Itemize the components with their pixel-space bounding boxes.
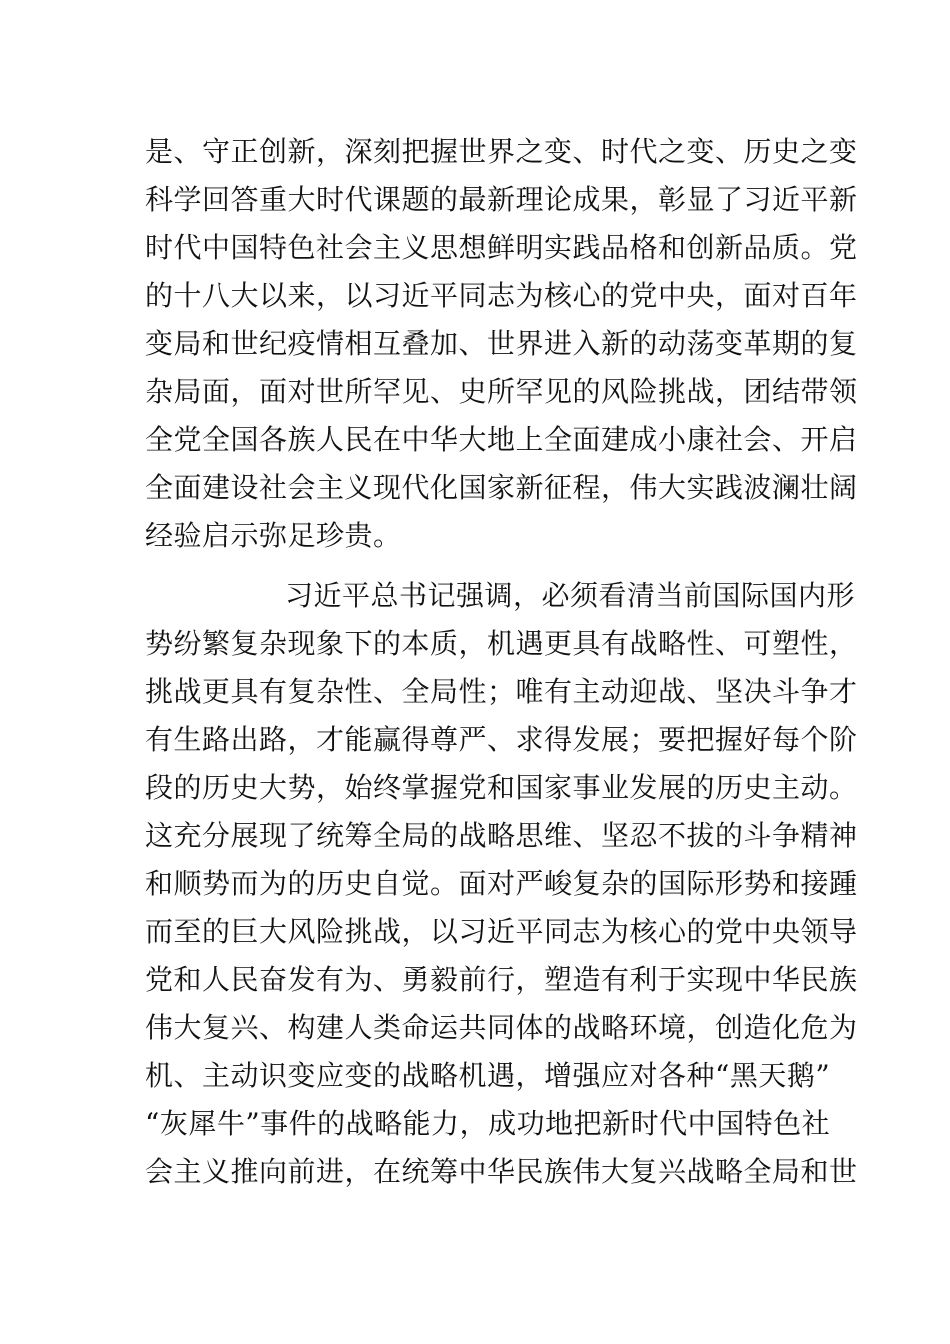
text-line: 科学回答重大时代课题的最新理论成果，彰显了习近平新 <box>145 183 858 216</box>
text-line: 势纷繁复杂现象下的本质，机遇更具有战略性、可塑性， <box>145 627 858 660</box>
text-line: 而至的巨大风险挑战，以习近平同志为核心的党中央领导 <box>145 915 858 948</box>
text-line: 全党全国各族人民在中华大地上全面建成小康社会、开启 <box>145 423 858 456</box>
text-line: 变局和世纪疫情相互叠加、世界进入新的动荡变革期的复 <box>145 327 858 360</box>
text-line: 和顺势而为的历史自觉。面对严峻复杂的国际形势和接踵 <box>145 867 858 900</box>
text-line: 伟大复兴、构建人类命运共同体的战略环境，创造化危为 <box>145 1011 858 1044</box>
text-line: 会主义推向前进，在统筹中华民族伟大复兴战略全局和世 <box>145 1155 858 1188</box>
text-line: 的十八大以来，以习近平同志为核心的党中央，面对百年 <box>145 279 858 312</box>
text-line: 经验启示弥足珍贵。 <box>145 519 402 552</box>
text-line: 挑战更具有复杂性、全局性；唯有主动迎战、坚决斗争才 <box>145 675 858 708</box>
text-line: 时代中国特色社会主义思想鲜明实践品格和创新品质。党 <box>145 231 858 264</box>
text-line: 机、主动识变应变的战略机遇，增强应对各种“黑天鹅” <box>145 1059 831 1092</box>
text-line: 党和人民奋发有为、勇毅前行，塑造有利于实现中华民族 <box>145 963 858 996</box>
text-line: 段的历史大势，始终掌握党和国家事业发展的历史主动。 <box>145 771 858 804</box>
text-line: 这充分展现了统筹全局的战略思维、坚忍不拔的斗争精神 <box>145 819 858 852</box>
paragraph-start-line: 习近平总书记强调，必须看清当前国际国内形 <box>285 579 856 612</box>
text-line: 全面建设社会主义现代化国家新征程，伟大实践波澜壮阔 <box>145 471 858 504</box>
text-line: “灰犀牛”事件的战略能力，成功地把新时代中国特色社 <box>145 1107 831 1140</box>
text-line: 有生路出路，才能赢得尊严、求得发展；要把握好每个阶 <box>145 723 858 756</box>
text-line: 杂局面，面对世所罕见、史所罕见的风险挑战，团结带领 <box>145 375 858 408</box>
text-line: 是、守正创新，深刻把握世界之变、时代之变、历史之变 <box>145 135 858 168</box>
